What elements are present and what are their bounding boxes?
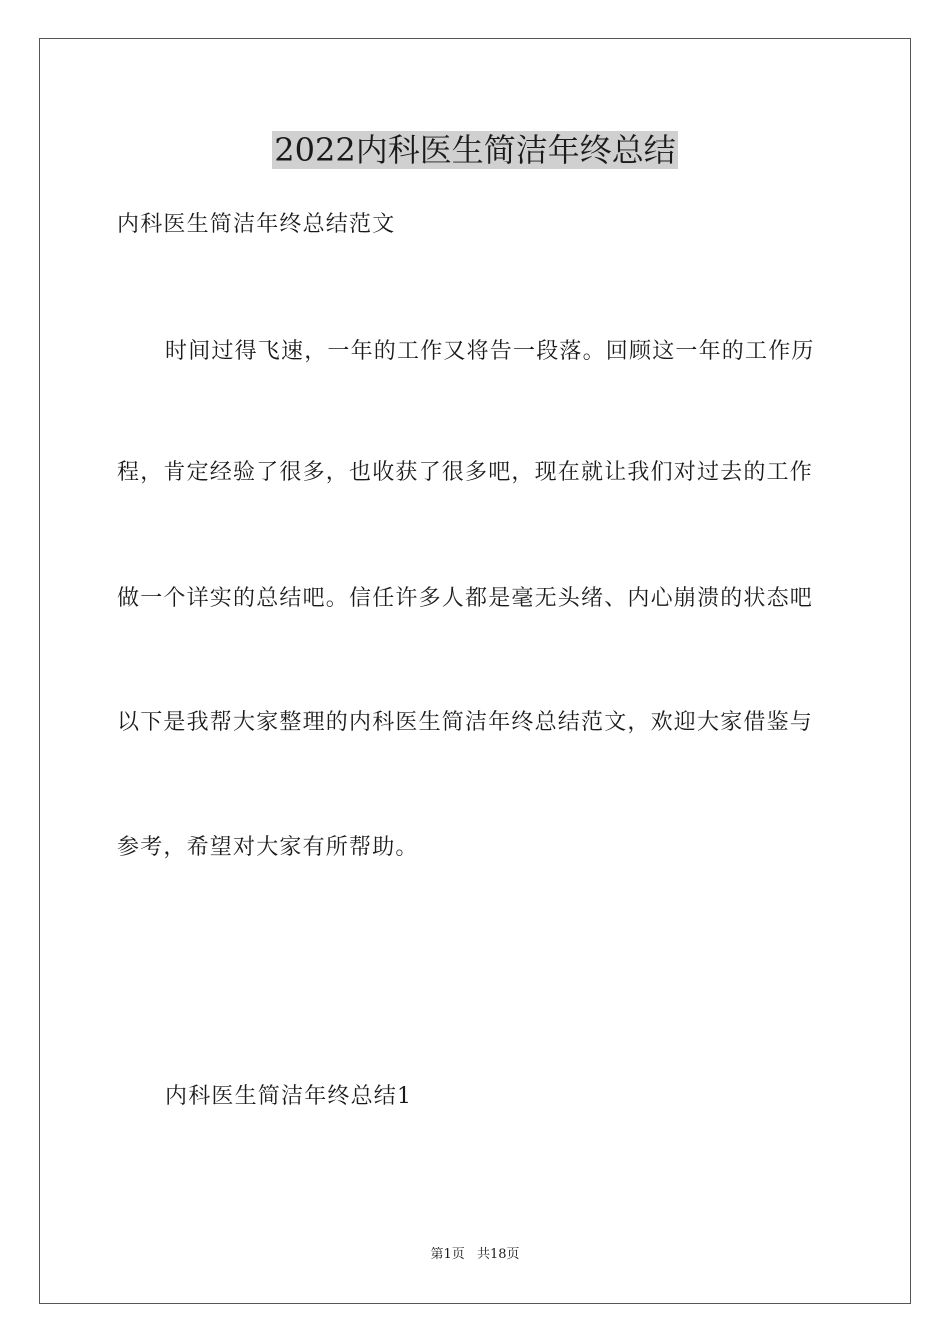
paragraph-line-4: 以下是我帮大家整理的内科医生简洁年终总结范文，欢迎大家借鉴与 — [117, 710, 814, 735]
paragraph-line-2: 程，肯定经验了很多，也收获了很多吧，现在就让我们对过去的工作 — [117, 460, 814, 485]
page-footer — [0, 1246, 950, 1264]
paragraph-line-5: 参考，希望对大家有所帮助。 — [117, 835, 419, 860]
document-title — [0, 126, 950, 174]
page-number-current: 第1页 — [430, 1247, 465, 1262]
document-subtitle: 内科医生简洁年终总结范文 — [117, 212, 396, 237]
section-heading: 内科医生简洁年终总结1 — [165, 1084, 413, 1109]
document-title-text: 2022内科医生简洁年终总结 — [274, 131, 676, 169]
paragraph-line-3: 做一个详实的总结吧。信任许多人都是毫无头绪、内心崩溃的状态吧 — [117, 586, 814, 611]
page-number-total: 共18页 — [476, 1247, 520, 1262]
paragraph-line-1: 时间过得飞速，一年的工作又将告一段落。回顾这一年的工作历 — [165, 339, 815, 364]
